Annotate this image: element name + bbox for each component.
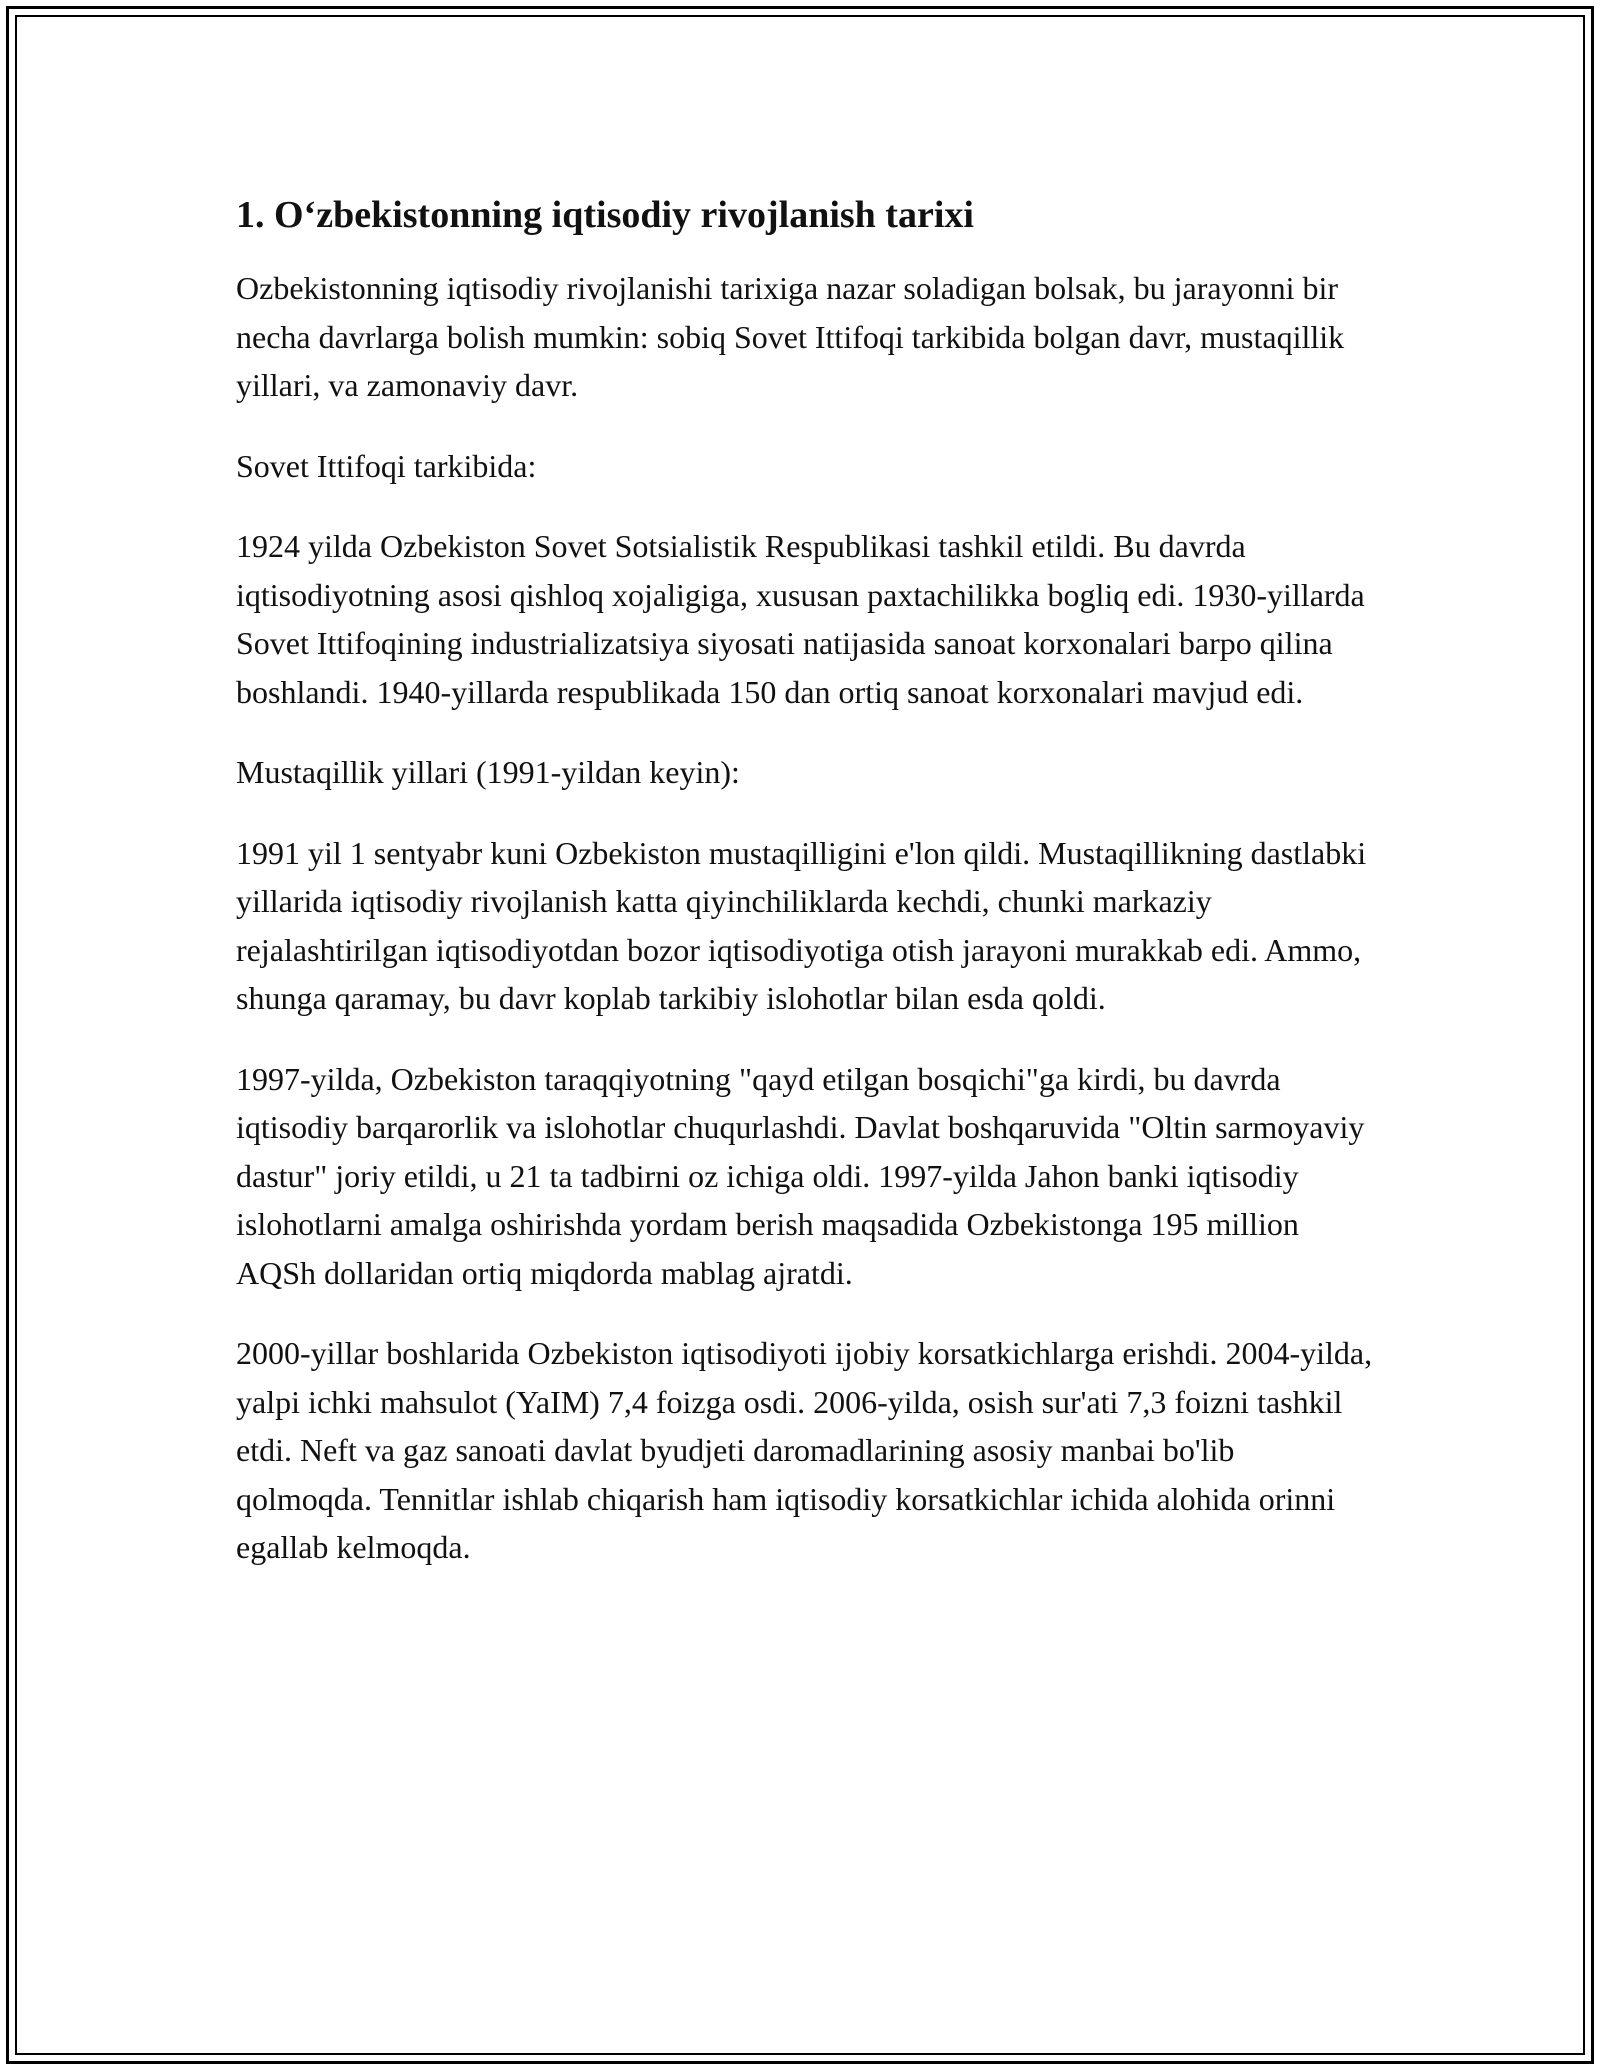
paragraph-soviet-period: 1924 yilda Ozbekiston Sovet Sotsialistik Respublikasi tashkil etildi. Bu davrda iqtisodiyotning asosi qishloq xojaligiga, xususan paxtachilikka bogliq edi. 1930-yillarda Sovet Ittifoqining industrializatsiya siyosati natijasida sanoat korxonalari barpo qilina boshlandi. 1940-yillarda respublikada 150 dan ortiq sanoat korxonalari mavjud edi. — [236, 528, 1365, 710]
document-body — [236, 188, 1376, 1604]
section-heading-independence: Mustaqillik yillari (1991-yildan keyin): — [236, 754, 740, 790]
paragraph-1997: 1997-yilda, Ozbekiston taraqqiyotning "qayd etilgan bosqichi"ga kirdi, bu davrda iqtisodiy barqarorlik va islohotlar chuqurlashdi. Davlat boshqaruvida "Oltin sarmoyaviy dastur" joriy etildi, u 21 ta tadbirni oz ichiga oldi. 1997-yilda Jahon banki iqtisodiy islohotlarni amalga oshirishda yordam berish maqsadida Ozbekistonga 195 million AQSh dollaridan ortiq miqdorda mablag ajratdi. — [236, 1060, 1365, 1291]
paragraph-intro: Ozbekistonning iqtisodiy rivojlanishi tarixiga nazar soladigan bolsak, bu jarayonni bir necha davrlarga bolish mumkin: sobiq Sovet Ittifoqi tarkibida bolgan davr, mustaqillik yillari, va zamonaviy davr. — [236, 270, 1345, 403]
section-heading-soviet: Sovet Ittifoqi tarkibida: — [236, 447, 537, 484]
paragraph-independence: 1991 yil 1 sentyabr kuni Ozbekiston mustaqilligini e'lon qildi. Mustaqillikning dastlabki yillarida iqtisodiy rivojlanish katta qiyinchiliklarda kechdi, chunki markaziy rejalashtirilgan iqtisodiyotdan bozor iqtisodiyotiga otish jarayoni murakkab edi. Ammo, shunga qaramay, bu davr koplab tarkibiy islohotlar bilan esda qoldi. — [236, 834, 1367, 1016]
document-title: 1. O‘zbekistonning iqtisodiy rivojlanish tarixi — [236, 194, 974, 236]
paragraph-2000s: 2000-yillar boshlarida Ozbekiston iqtisodiyoti ijobiy korsatkichlarga erishdi. 2004-yilda, yalpi ichki mahsulot (YaIM) 7,4 foizga osdi. 2006-yilda, osish sur'ati 7,3 foizni tashkil etdi. Neft va gaz sanoati davlat byudjeti daromadlarining asosiy manbai bo'lib qolmoqda. Tennitlar ishlab chiqarish ham iqtisodiy korsatkichlar ichida alohida orinni egallab kelmoqda. — [236, 1335, 1373, 1565]
